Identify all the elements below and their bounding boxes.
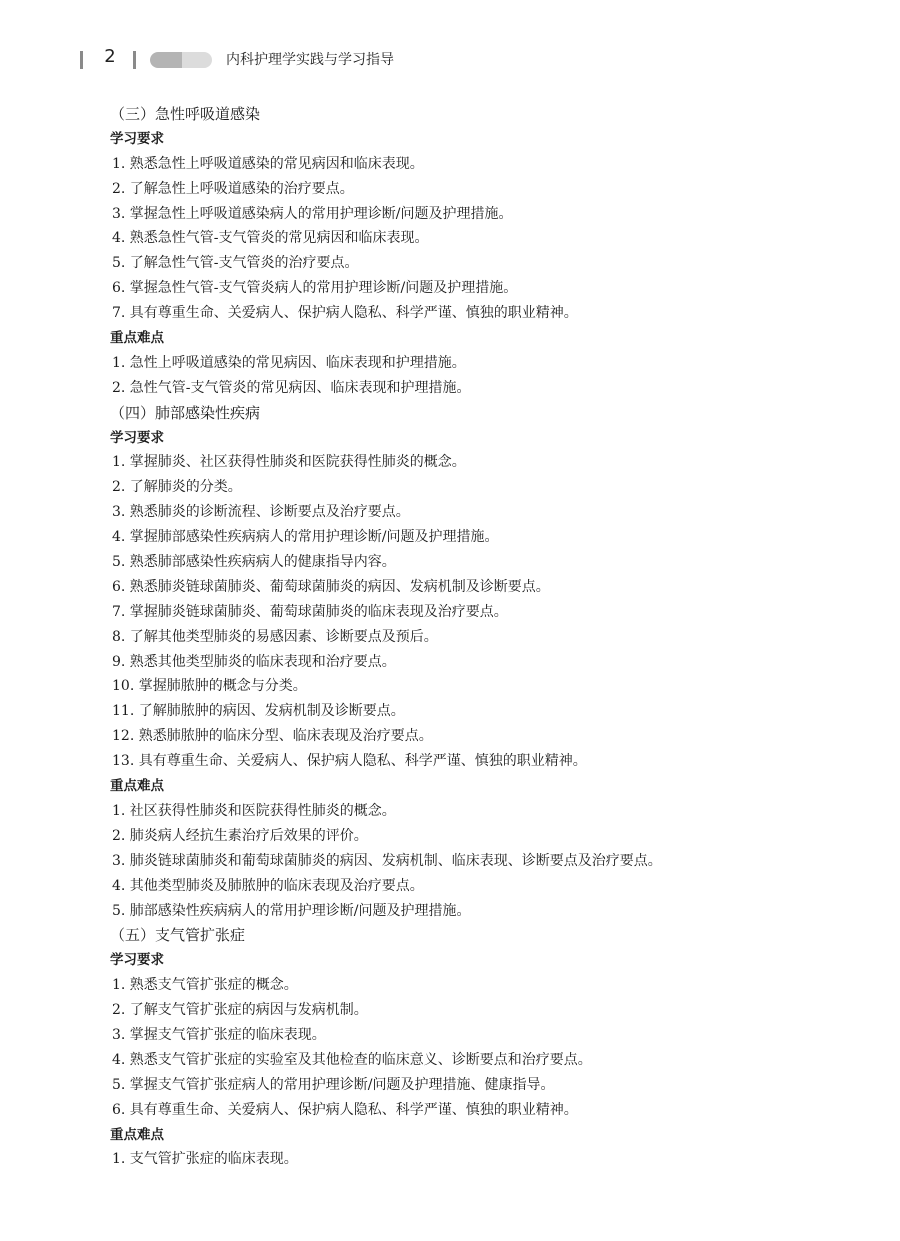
list-item: 11. 了解肺脓肿的病因、发病机制及诊断要点。 — [112, 703, 405, 720]
list-item: 1. 急性上呼吸道感染的常见病因、临床表现和护理措施。 — [112, 354, 466, 371]
list-item: 2. 急性气管-支气管炎的常见病因、临床表现和护理措施。 — [112, 379, 471, 396]
header-decoration — [150, 52, 212, 68]
list-item: 3. 肺炎链球菌肺炎和葡萄球菌肺炎的病因、发病机制、临床表现、诊断要点及治疗要点。 — [112, 852, 662, 869]
section-title: （三）急性呼吸道感染 — [110, 105, 261, 123]
list-item: 2. 了解支气管扩张症的病因与发病机制。 — [112, 1002, 368, 1019]
header-rule-left — [80, 51, 83, 69]
list-item: 6. 掌握急性气管-支气管炎病人的常用护理诊断/问题及护理措施。 — [112, 280, 518, 297]
list-item: 6. 具有尊重生命、关爱病人、保护病人隐私、科学严谨、慎独的职业精神。 — [112, 1101, 578, 1118]
section-title: （四）肺部感染性疾病 — [110, 403, 261, 422]
header-rule-mid — [133, 51, 136, 69]
subsection-heading: 学习要求 — [110, 429, 164, 446]
list-item: 1. 熟悉支气管扩张症的概念。 — [112, 977, 298, 994]
list-item: 2. 肺炎病人经抗生素治疗后效果的评价。 — [112, 827, 368, 844]
list-item: 13. 具有尊重生命、关爱病人、保护病人隐私、科学严谨、慎独的职业精神。 — [112, 753, 587, 770]
list-item: 5. 肺部感染性疾病病人的常用护理诊断/问题及护理措施。 — [112, 902, 471, 919]
list-item: 1. 支气管扩张症的临床表现。 — [112, 1151, 298, 1168]
list-item: 1. 社区获得性肺炎和医院获得性肺炎的概念。 — [112, 802, 396, 819]
list-item: 8. 了解其他类型肺炎的易感因素、诊断要点及预后。 — [112, 628, 438, 645]
list-item: 4. 熟悉急性气管-支气管炎的常见病因和临床表现。 — [112, 230, 429, 247]
list-item: 4. 掌握肺部感染性疾病病人的常用护理诊断/问题及护理措施。 — [112, 529, 499, 546]
list-item: 7. 具有尊重生命、关爱病人、保护病人隐私、科学严谨、慎独的职业精神。 — [112, 305, 578, 322]
list-item: 1. 掌握肺炎、社区获得性肺炎和医院获得性肺炎的概念。 — [112, 454, 466, 471]
list-item: 4. 熟悉支气管扩张症的实验室及其他检查的临床意义、诊断要点和治疗要点。 — [112, 1051, 592, 1068]
subsection-heading: 重点难点 — [110, 330, 164, 347]
list-item: 5. 掌握支气管扩张症病人的常用护理诊断/问题及护理措施、健康指导。 — [112, 1076, 555, 1093]
list-item: 3. 掌握支气管扩张症的临床表现。 — [112, 1026, 326, 1043]
list-item: 12. 熟悉肺脓肿的临床分型、临床表现及治疗要点。 — [112, 728, 433, 745]
list-item: 3. 掌握急性上呼吸道感染病人的常用护理诊断/问题及护理措施。 — [112, 205, 513, 222]
list-item: 9. 熟悉其他类型肺炎的临床表现和治疗要点。 — [112, 653, 396, 670]
page-number: 2 — [104, 46, 116, 67]
list-item: 7. 掌握肺炎链球菌肺炎、葡萄球菌肺炎的临床表现及治疗要点。 — [112, 603, 508, 620]
list-item: 5. 了解急性气管-支气管炎的治疗要点。 — [112, 255, 359, 272]
subsection-heading: 学习要求 — [110, 952, 164, 969]
running-header — [0, 0, 900, 80]
list-item: 4. 其他类型肺炎及肺脓肿的临床表现及治疗要点。 — [112, 877, 424, 894]
subsection-heading: 重点难点 — [110, 778, 164, 795]
subsection-heading: 重点难点 — [110, 1126, 164, 1143]
book-title: 内科护理学实践与学习指导 — [226, 52, 394, 68]
list-item: 3. 熟悉肺炎的诊断流程、诊断要点及治疗要点。 — [112, 504, 410, 521]
section-title: （五）支气管扩张症 — [110, 926, 246, 945]
list-item: 5. 熟悉肺部感染性疾病病人的健康指导内容。 — [112, 554, 396, 571]
list-item: 2. 了解急性上呼吸道感染的治疗要点。 — [112, 180, 354, 197]
list-item: 2. 了解肺炎的分类。 — [112, 479, 242, 496]
list-item: 1. 熟悉急性上呼吸道感染的常见病因和临床表现。 — [112, 155, 424, 172]
list-item: 10. 掌握肺脓肿的概念与分类。 — [112, 678, 307, 695]
page-content — [110, 102, 810, 1172]
subsection-heading: 学习要求 — [110, 130, 164, 147]
list-item: 6. 熟悉肺炎链球菌肺炎、葡萄球菌肺炎的病因、发病机制及诊断要点。 — [112, 578, 550, 595]
